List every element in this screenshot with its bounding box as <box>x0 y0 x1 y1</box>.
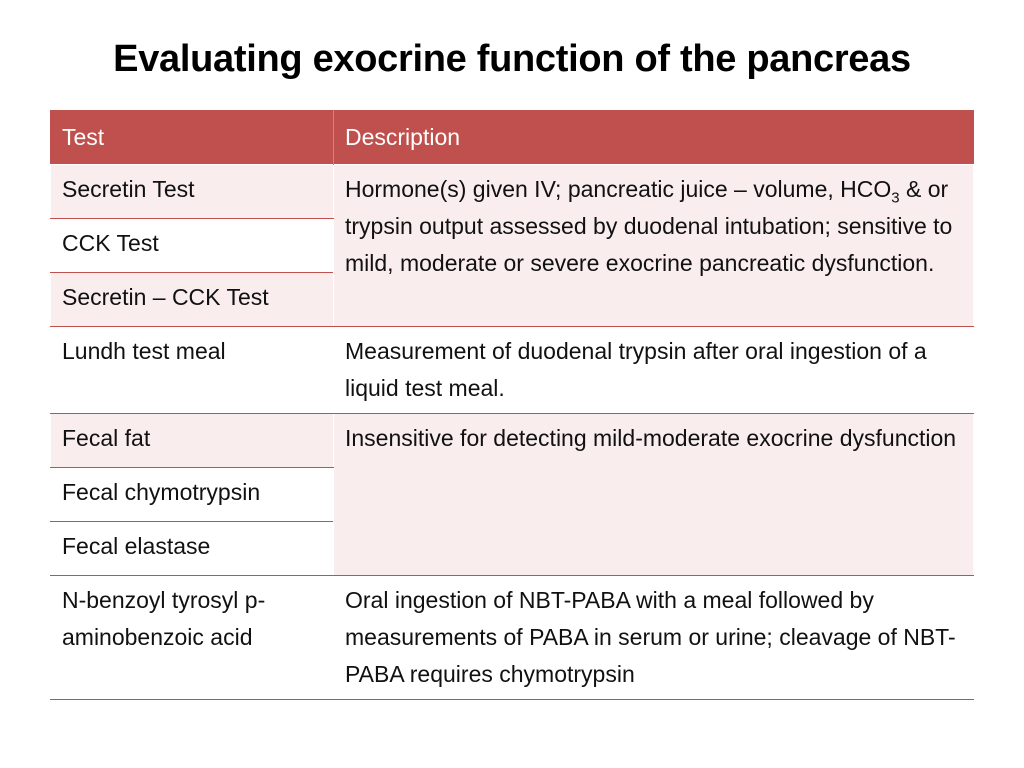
test-name-secretin: Secretin Test <box>51 165 334 219</box>
table-header-row <box>51 110 974 165</box>
header-description: Description <box>334 110 974 165</box>
table-row <box>51 327 974 414</box>
table-row <box>51 576 974 700</box>
test-name-lundh: Lundh test meal <box>51 327 334 414</box>
description-lundh: Measurement of duodenal trypsin after oral ingestion of a liquid test meal. <box>334 327 974 414</box>
test-name-fecal-elastase: Fecal elastase <box>51 522 334 576</box>
description-duodenal-intubation: Hormone(s) given IV; pancreatic juice – volume, $HCO_3$ & or trypsin output assessed by duodenal intubation; sensitive to mild, moderate or severe exocrine pancreatic dysfunction. <box>334 165 974 327</box>
test-name-fecal-fat: Fecal fat <box>51 414 334 468</box>
test-name-nbt-paba: N-benzoyl tyrosyl p-aminobenzoic acid <box>51 576 334 700</box>
test-name-cck: CCK Test <box>51 219 334 273</box>
description-nbt-paba: Oral ingestion of NBT-PABA with a meal followed by measurements of PABA in serum or urine; cleavage of NBT-PABA requires chymotrypsin <box>334 576 974 700</box>
table-row <box>51 165 974 219</box>
pancreas-tests-table <box>50 110 974 700</box>
slide-title: Evaluating exocrine function of the pancreas <box>113 38 911 80</box>
table-row <box>51 414 974 468</box>
test-name-fecal-chymotrypsin: Fecal chymotrypsin <box>51 468 334 522</box>
subscript-3: 3 <box>891 189 900 207</box>
test-name-secretin-cck: Secretin – CCK Test <box>51 273 334 327</box>
header-test: Test <box>51 110 334 165</box>
description-fecal-tests: Insensitive for detecting mild-moderate exocrine dysfunction <box>334 414 974 576</box>
